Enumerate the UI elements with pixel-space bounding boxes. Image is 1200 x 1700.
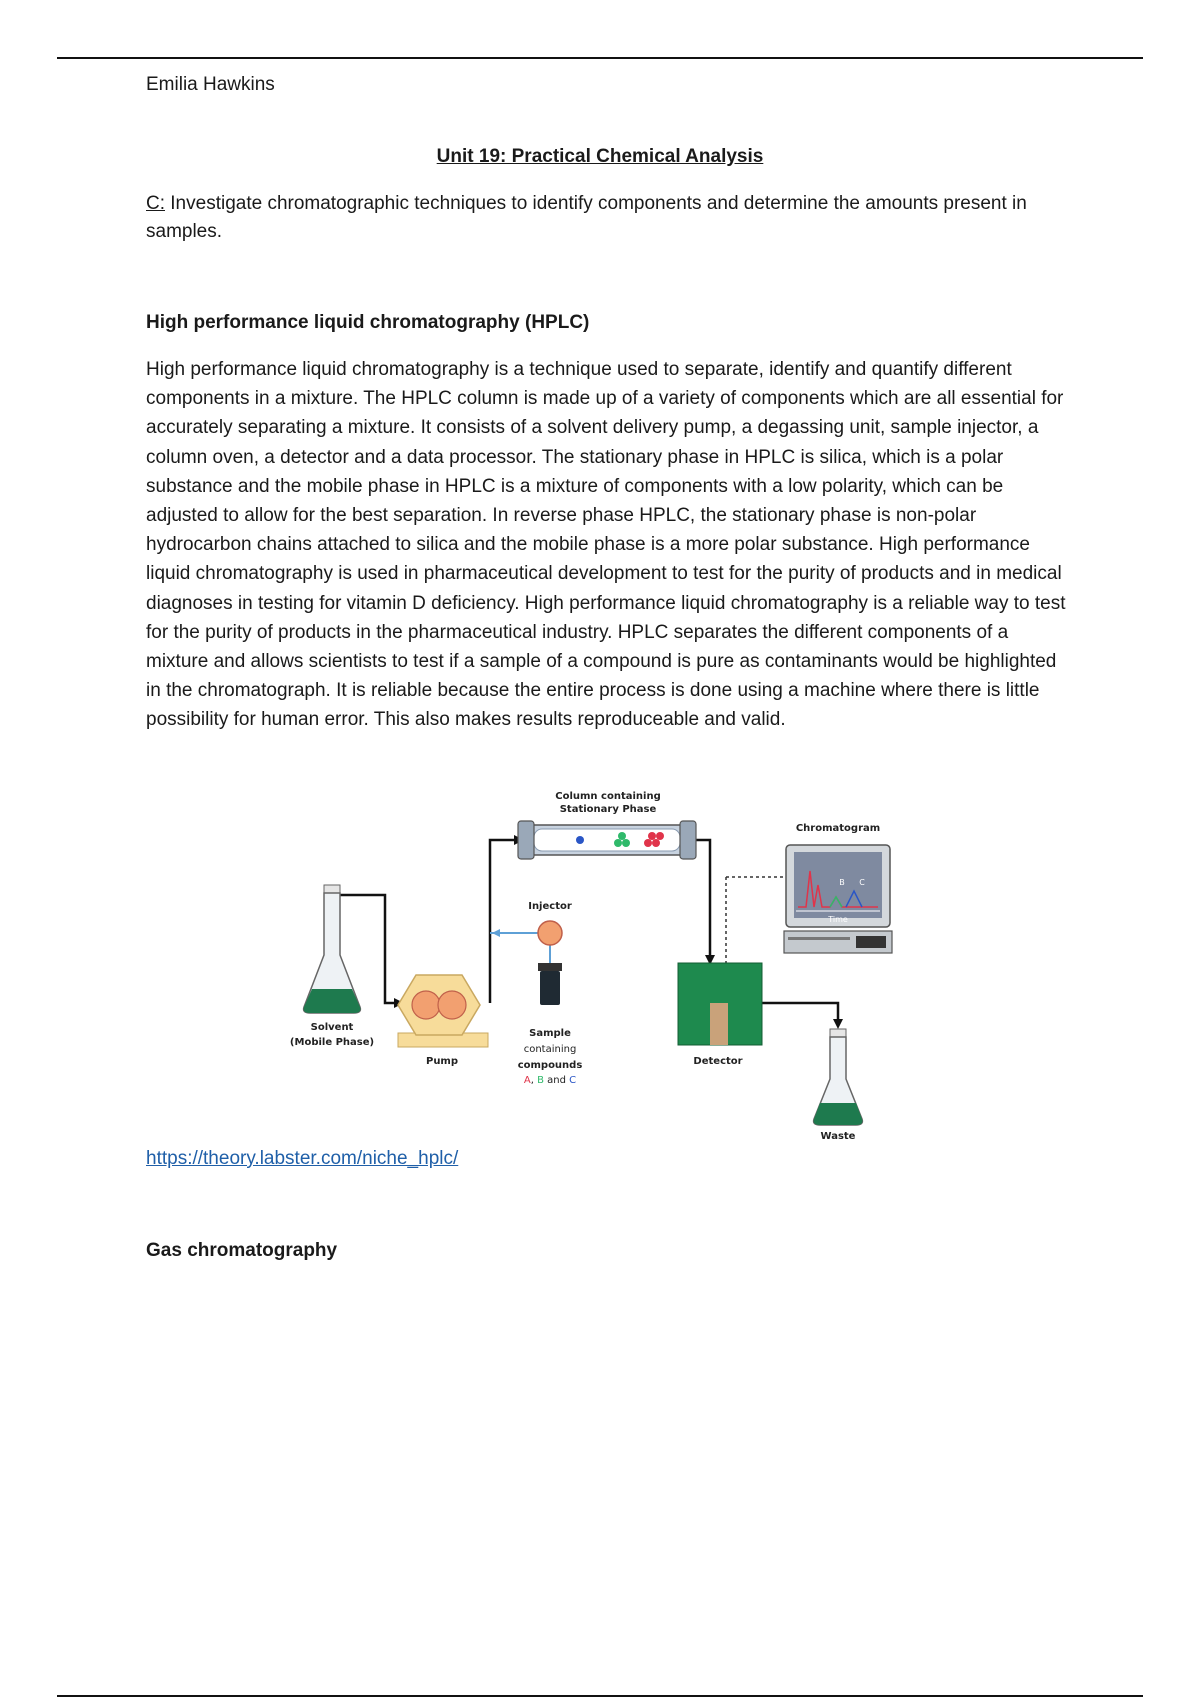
detector-label: Detector	[693, 1056, 743, 1067]
chromatogram-label: Chromatogram	[795, 823, 881, 834]
compound-b-dot	[614, 839, 622, 847]
solvent-label-line1: Solvent	[310, 1022, 354, 1033]
compound-a-dot	[644, 839, 652, 847]
stationary-phase-column	[518, 821, 696, 859]
compound-a-dot-4	[656, 832, 664, 840]
detector	[678, 963, 762, 1045]
flow-arrow-waste	[833, 1019, 843, 1029]
hplc-paragraph: High performance liquid chromatography is a technique used to separate, identify and quantify different components in a mixture. The HPLC column is made up of a variety of components which are all essential for accurately separating a mixture. It consists of a solvent delivery pump, a degassing unit, sample injector, a column oven, a detector and a data processor. The stationary phase in HPLC is silica, which is a polar substance and the mobile phase in HPLC is a mixture of components with a low polarity, which can be adjusted to allow for the best separation. In reverse phase HPLC, the stationary phase is non-polar hydrocarbon chains attached to silica and the mobile phase is a more polar substance. High performance liquid chromatography is used in pharmaceutical development to test for the purity of products and in medical diagnoses in testing for vitamin D deficiency. High performance liquid chromatography is a reliable way to test for the purity of products in the pharmaceutical industry. HPLC separates the different components of a mixture and allows scientists to test if a sample of a compound is pure as contaminants would be highlighted in the chromatograph. It is reliable because the entire process is done using a machine where there is little possibility for human error. This also makes results reproduceable and valid.	[146, 359, 1066, 731]
column-label-line2: Stationary Phase	[559, 804, 657, 815]
compound-a-dot-3	[648, 832, 656, 840]
bottom-rule	[57, 1695, 1143, 1697]
compound-b-dot-2	[622, 839, 630, 847]
compound-b-label: B	[537, 1075, 544, 1086]
compound-c-dot	[576, 836, 584, 844]
compound-b-dot-3	[618, 832, 626, 840]
author-name: Emilia Hawkins	[146, 74, 275, 95]
compound-a-dot-2	[652, 839, 660, 847]
pump	[398, 975, 488, 1047]
pump-label: Pump	[425, 1056, 459, 1067]
pump-to-column-tube	[490, 840, 520, 1003]
page-title	[0, 146, 1200, 168]
injector-arrow	[492, 929, 500, 937]
gas-chromatography-heading: Gas chromatography	[146, 1240, 338, 1261]
sample-vial	[538, 963, 562, 1005]
page-title-text: Unit 19: Practical Chemical Analysis	[436, 146, 764, 167]
detector-to-waste-tube	[760, 1003, 838, 1025]
time-label: Time	[828, 915, 848, 924]
column-label-line1: Column containing	[555, 791, 661, 802]
injector-label: Injector	[528, 901, 572, 912]
solvent-label-line2: (Mobile Phase)	[290, 1037, 375, 1048]
solvent-flask	[304, 885, 361, 1013]
sample-label-line3: compounds	[517, 1060, 583, 1071]
waste-label: Waste	[820, 1131, 856, 1140]
source-link[interactable]: https://theory.labster.com/niche_hplc/	[146, 1148, 459, 1169]
top-rule	[57, 57, 1143, 59]
compound-and: and	[543, 1075, 570, 1086]
waste-flask	[814, 1029, 863, 1125]
computer	[784, 845, 892, 953]
compound-sep: ,	[530, 1075, 538, 1086]
hplc-heading: High performance liquid chromatography (HPLC)	[146, 312, 590, 333]
criteria-paragraph	[146, 190, 1046, 246]
peak-b-label: B	[839, 878, 845, 887]
peak-c-label: C	[859, 878, 865, 887]
compound-c-label: C	[569, 1075, 577, 1086]
sample-compounds-line	[524, 1075, 576, 1086]
criteria-text: Investigate chromatographic techniques to identify components and determine the amounts present in samples.	[146, 193, 1027, 242]
criteria-code: C:	[146, 193, 165, 214]
hplc-diagram	[290, 785, 930, 1140]
sample-label-line2: containing	[523, 1044, 577, 1055]
compound-a-label: A	[523, 1075, 531, 1086]
sample-label-line1: Sample	[529, 1028, 571, 1039]
injector	[538, 921, 562, 945]
